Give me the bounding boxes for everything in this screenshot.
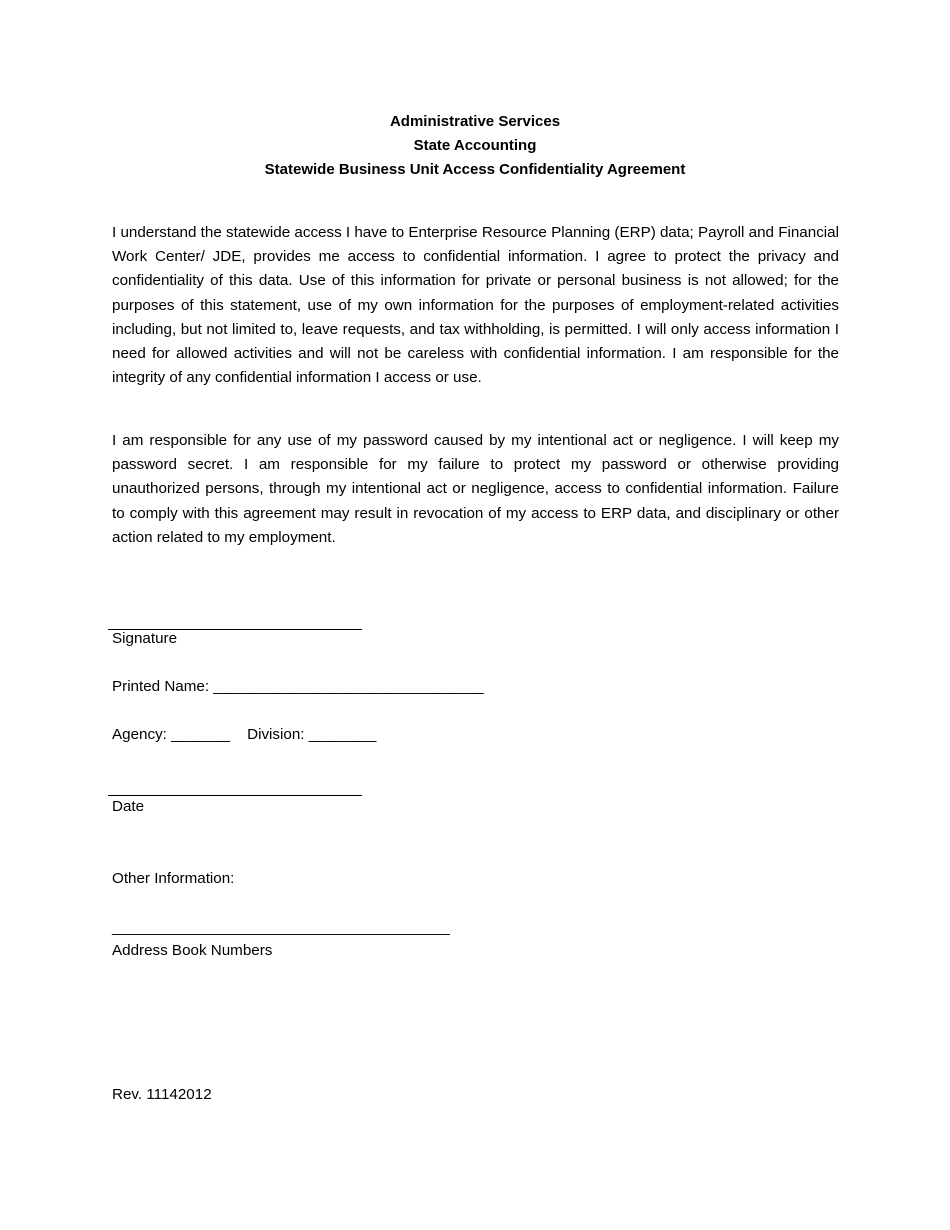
other-information-label: Other Information:	[112, 870, 235, 887]
address-book-field[interactable]: ________________________________________	[112, 919, 450, 936]
signature-label: Signature	[112, 630, 178, 647]
printed-name-field[interactable]: Printed Name: ________________________________	[112, 678, 484, 695]
header-division: State Accounting	[413, 137, 537, 154]
agency-division-field[interactable]: Agency: _______ Division: ________	[112, 726, 377, 743]
agreement-paragraph-password: I am responsible for any use of my password caused by my intentional act or negligence. I will keep my password secret. I am responsible for my failure to protect my password or otherwise providing unauthorized persons, through my intentional act or negligence, access to confidential information. Failure to comply with this agreement may result in revocation of my access to ERP data, and disciplinary or other action related to my employment.	[112, 432, 839, 546]
agreement-paragraph-access: I understand the statewide access I have to Enterprise Resource Planning (ERP) data; Payroll and Financial Work Center/ JDE, provides me access to confidential information. I agree to protect the privacy and confidentiality of this data. Use of this information for private or personal business is not allowed; for the purposes of this statement, use of my own information for the purposes of employment-related activities including, but not limited to, leave requests, and tax withholding, is permitted. I will only access information I need for allowed activities and will not be careless with confidential information. I am responsible for the integrity of any confidential information I access or use.	[112, 224, 839, 387]
revision-number: Rev. 11142012	[112, 1086, 212, 1103]
address-book-label: Address Book Numbers	[112, 942, 273, 959]
document-title: Statewide Business Unit Access Confidentiality Agreement	[264, 161, 686, 178]
header-department: Administrative Services	[389, 113, 561, 130]
date-label: Date	[112, 798, 145, 815]
document-header	[0, 110, 950, 182]
date-line[interactable]	[108, 795, 362, 796]
